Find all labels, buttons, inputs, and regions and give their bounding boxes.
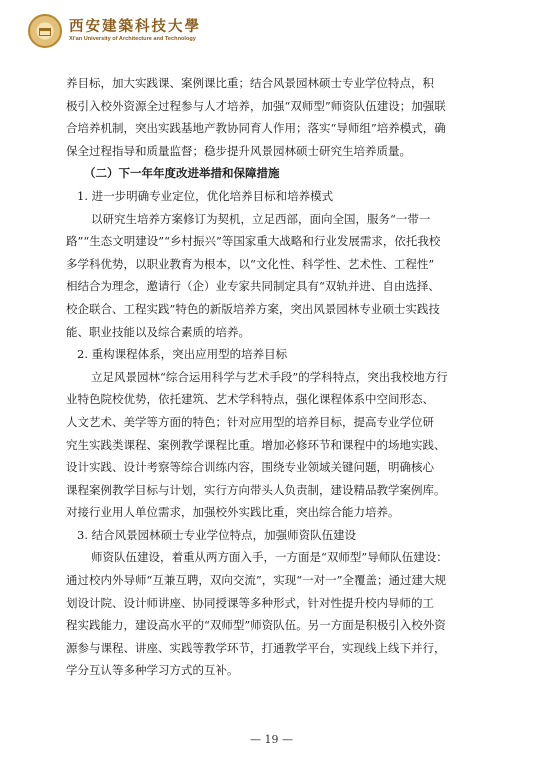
body-text-line: 人文艺术、美学等方面的特色；针对应用型的培养目标，提高专业学位研 xyxy=(66,414,434,429)
subsection-heading: 1. 进一步明确专业定位，优化培养目标和培养模式 xyxy=(77,188,334,203)
body-text-line: 设计实践、设计考察等综合训练内容，围绕专业领域关键问题，明确核心 xyxy=(66,460,434,475)
body-text-line: 划设计院、设计师讲座、协同授课等多种形式，针对性提升校内导师的工 xyxy=(66,595,434,610)
body-text-line: 保全过程指导和质量监督；稳步提升风景园林硕士研究生培养质量。 xyxy=(66,143,411,158)
body-text-line: 多学科优势，以职业教育为根本，以“文化性、科学性、艺术性、工程性” xyxy=(66,256,435,271)
body-text-line: 以研究生培养方案修订为契机，立足西部，面向全国，服务“一带一 xyxy=(91,211,431,226)
body-text-line: 通过校内外导师“互兼互聘，双向交流”，实现“一对一”全覆盖；通过建大规 xyxy=(66,573,447,588)
body-text-line: 合培养机制，突出实践基地产教协同育人作用；落实“导师组”培养模式，确 xyxy=(66,121,446,136)
body-text-line: 立足风景园林“综合运用科学与艺术手段”的学科特点，突出我校地方行 xyxy=(91,369,448,384)
body-text-line: 师资队伍建设，着重从两方面入手，一方面是“双师型”导师队伍建设： xyxy=(91,550,448,565)
body-text-line: 极引入校外资源全过程参与人才培养，加强“双师型”师资队伍建设；加强联 xyxy=(66,98,446,113)
document-body xyxy=(66,72,480,682)
body-text-line: 对接行业用人单位需求，加强校外实践比重，突出综合能力培养。 xyxy=(66,505,400,520)
body-text-line: 学分互认等多种学习方式的互补。 xyxy=(66,663,239,678)
body-text-line: 程实践能力，建设高水平的“双师型”师资队伍。另一方面是积极引入校外资 xyxy=(66,618,446,633)
body-text-line: 相结合为理念，邀请行（企）业专家共同制定具有“双轨并进、自由选择、 xyxy=(66,279,440,294)
body-text-line: 课程案例教学目标与计划，实行方向带头人负责制，建设精品教学案例库。 xyxy=(66,482,446,497)
page-number: — 19 — xyxy=(250,733,293,746)
subsection-heading: 3. 结合风景园林硕士专业学位特点，加强师资队伍建设 xyxy=(77,527,357,542)
subsection-heading: 2. 重构课程体系，突出应用型的培养目标 xyxy=(77,347,288,362)
body-text-line: 能、职业技能以及综合素质的培养。 xyxy=(66,324,250,339)
page-header xyxy=(28,14,328,50)
section-heading: （二）下一年年度改进举措和保障措施 xyxy=(84,166,280,181)
body-text-line: 究生实践类课程、案例教学课程比重。增加必修环节和课程中的场地实践、 xyxy=(66,437,446,452)
body-text-line: 源参与课程、讲座、实践等教学环节，打通教学平台，实现线上线下并行， xyxy=(66,640,446,655)
university-name-cn: 西安建築科技大學 xyxy=(69,18,201,35)
body-text-line: 业特色院校优势，依托建筑、艺术学科特点，强化课程体系中空间形态、 xyxy=(66,392,434,407)
body-text-line: 校企联合、工程实践”特色的新版培养方案，突出风景园林专业硕士实践技 xyxy=(66,301,440,316)
university-name-en: Xi'an University of Architecture and Technology xyxy=(69,36,196,42)
university-logo xyxy=(28,14,62,48)
body-text-line: 路”“生态文明建设”“乡村振兴”等国家重大战略和行业发展需求，依托我校 xyxy=(66,234,441,249)
body-text-line: 养目标，加大实践课、案例课比重；结合风景园林硕士专业学位特点，积 xyxy=(66,76,434,90)
